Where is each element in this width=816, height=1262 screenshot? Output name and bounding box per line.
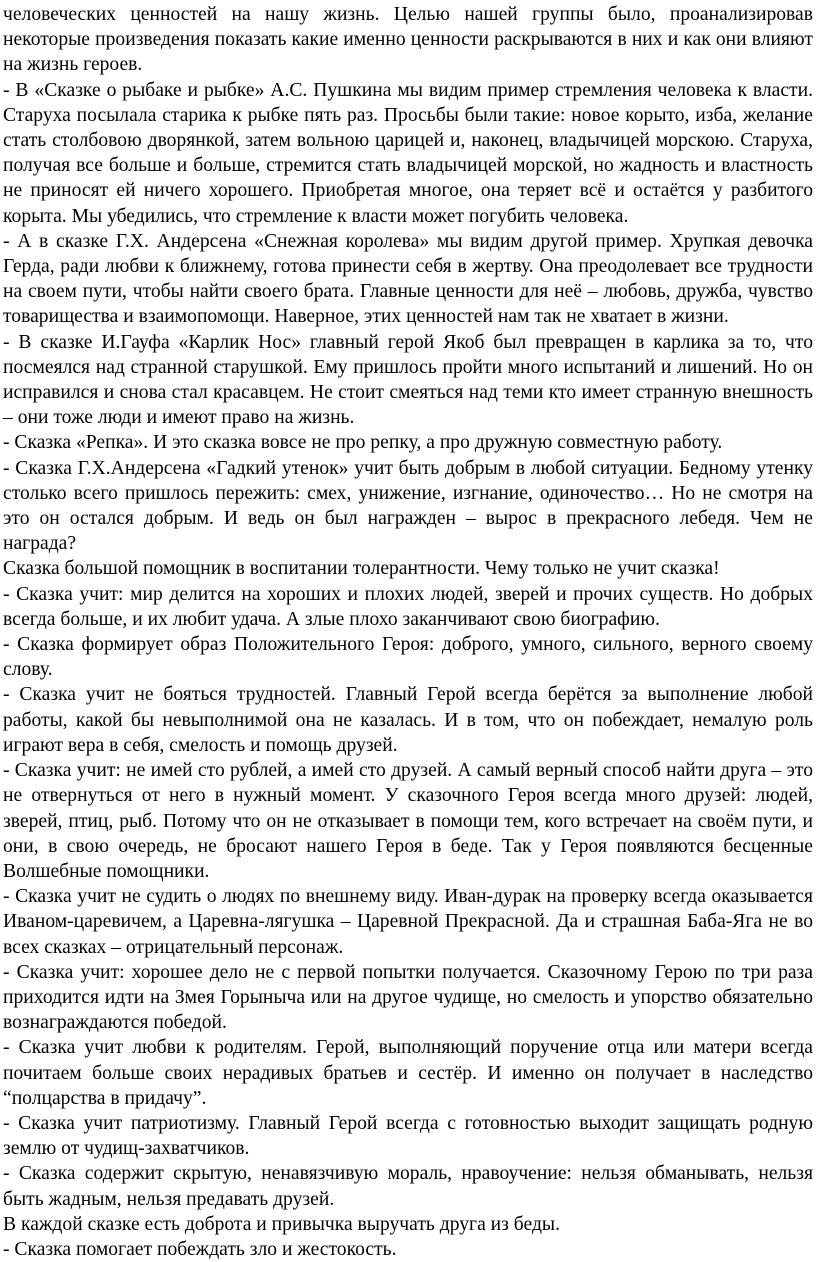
paragraph-kindness: В каждой сказке есть доброта и привычка выручать друга из беды.: [3, 1213, 560, 1235]
paragraph-parents: - Сказка учит любви к родителям. Герой, выполняющий поручение отца или матери всегда почитаем больше своих нерадивых братьев и сестёр. И именно он получает в наследство “полцарства в придачу”.: [3, 1037, 813, 1109]
paragraph-snow-queen: - А в сказке Г.Х. Андерсена «Снежная королева» мы видим другой пример. Хрупкая девочка Герда, ради любви к ближнему, готова принести себя в жертву. Она преодолевает все трудности на своем пути, чтобы найти своего брата. Главные ценности для неё – любовь, дружба, чувство товарищества и взаимопомощи. Наверное, этих ценностей нам так не хватает в жизни.: [3, 230, 813, 328]
paragraph-pushkin-fisherman: - В «Сказке о рыбаке и рыбке» А.С. Пушкина мы видим пример стремления человека к власти. Старуха посылала старика к рыбке пять раз. Просьбы были такие: новое корыто, изба, желание стать столбовою дворянкой, затем вольною царицей и, наконец, владычицей морскою. Старуха, получая все больше и больше, стремится стать владычицей морской, но жадность и властность не приносят ей ничего хорошего. Приобретая многое, она теряет всё и остаётся у разбитого корыта. Мы убедились, что стремление к власти может погубить человека.: [3, 79, 813, 227]
paragraph-ugly-duckling: - Сказка Г.Х.Андерсена «Гадкий утенок» учит быть добрым в любой ситуации. Бедному утенку столько всего пришлось пережить: смех, унижение, изгнание, одиночество… Но не смотря на это он остался добрым. И ведь он был награжден – вырос в прекрасного лебедя. Чем не награда?: [3, 457, 813, 555]
paragraph-turnip: - Сказка «Репка». И это сказка вовсе не про репку, а про дружную совместную работу.: [3, 432, 723, 454]
paragraph-positive-hero: - Сказка формирует образ Положительного Героя: доброго, умного, сильного, верного своему слову.: [3, 634, 813, 681]
paragraph-dwarf-nose: - В сказке И.Гауфа «Карлик Нос» главный герой Якоб был превращен в карлика за то, что посмеялся над странной старушкой. Ему пришлось пройти много испытаний и лишений. Но он исправился и снова стал красавцем. Не стоит смеяться над теми кто имеет странную внешность – они тоже люди и имеют право на жизнь.: [3, 331, 813, 429]
paragraph-persistence: - Сказка учит: хорошее дело не с первой попытки получается. Сказочному Герою по три раза приходится идти на Змея Горыныча или на другое чудище, но смелость и упорство обязательно вознаграждаются победой.: [3, 961, 813, 1034]
paragraph-morality: - Сказка содержит скрытую, ненавязчивую мораль, нравоучение: нельзя обманывать, нельзя быть жадным, нельзя предавать друзей.: [3, 1163, 813, 1210]
paragraph-appearance: - Сказка учит не судить о людях по внешнему виду. Иван-дурак на проверку всегда оказывается Иваном-царевичем, а Царевна-лягушка – Царевной Прекрасной. Да и страшная Баба-Яга не во всех сказках – отрицательный персонаж.: [3, 886, 813, 958]
paragraph-good-and-evil: - Сказка учит: мир делится на хороших и плохих людей, зверей и прочих существ. Но добрых всегда больше, и их любит удача. А злые плохо заканчивают свою биографию.: [3, 583, 813, 630]
paragraph-defeat-evil: - Сказка помогает побеждать зло и жестокость.: [3, 1238, 397, 1260]
paragraph-friends: - Сказка учит: не имей сто рублей, а имей сто друзей. А самый верный способ найти друга – это не отвернуться от него в нужный момент. У сказочного Героя всегда много друзей: людей, зверей, птиц, рыб. Потому что он не отказывает в помощи тем, кого встречает на своём пути, и они, в свою очередь, не бросают нашего Героя в беде. Так у Героя появляются бесценные Волшебные помощники.: [3, 760, 813, 882]
paragraph-intro: человеческих ценностей на нашу жизнь. Целью нашей группы было, проанализировав некоторые произведения показать какие именно ценности раскрываются в них и как они влияют на жизнь героев.: [3, 4, 813, 76]
paragraph-tolerance: Сказка большой помощник в воспитании толерантности. Чему только не учит сказка!: [3, 558, 720, 580]
paragraph-patriotism: - Сказка учит патриотизму. Главный Герой всегда с готовностью выходит защищать родную землю от чудищ-захватчиков.: [3, 1112, 813, 1160]
paragraph-difficulties: - Сказка учит не бояться трудностей. Главный Герой всегда берётся за выполнение любой работы, какой бы невыполнимой она не казалась. И в том, что он побеждает, немалую роль играют вера в себя, смелость и помощь друзей.: [3, 684, 813, 756]
